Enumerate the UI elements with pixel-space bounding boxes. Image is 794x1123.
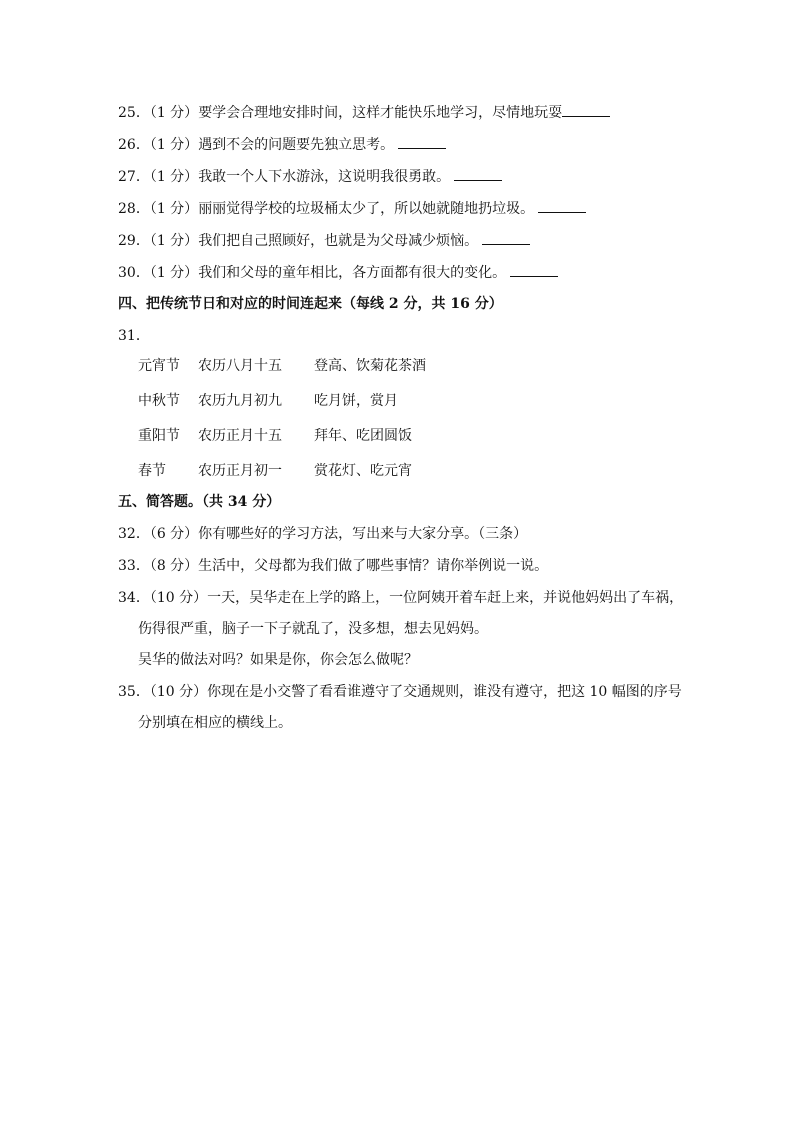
question-28: [118, 198, 586, 219]
question-29: [118, 230, 530, 251]
answer-blank[interactable]: [510, 262, 558, 277]
festival-name[interactable]: 元宵节: [138, 358, 180, 374]
question-points: （1 分）: [149, 265, 199, 281]
answer-blank[interactable]: [482, 230, 530, 245]
question-number: 28．: [118, 201, 150, 217]
question-text: 要学会合理地安排时间，这样才能快乐地学习，尽情地玩耍: [198, 105, 563, 121]
question-points: （1 分）: [149, 233, 199, 249]
answer-blank[interactable]: [562, 102, 610, 117]
question-35-line-1: 35．（10 分）你现在是小交警了看看谁遵守了交通规则，谁没有遵守，把这 10 幅图的序号: [118, 684, 682, 700]
question-number: 29．: [118, 233, 150, 249]
question-text: 我敢一个人下水游泳，这说明我很勇敢。: [198, 169, 451, 185]
question-text: 我们和父母的童年相比，各方面都有很大的变化。: [198, 265, 507, 281]
answer-blank[interactable]: [538, 198, 586, 213]
festival-name[interactable]: 春节: [138, 463, 166, 479]
question-34-line-3: 吴华的做法对吗？如果是你，你会怎么做呢？: [138, 652, 418, 668]
question-number: 30．: [118, 265, 150, 281]
question-text: 丽丽觉得学校的垃圾桶太少了，所以她就随地扔垃圾。: [198, 201, 535, 217]
question-34-line-2: 伤得很严重，脑子一下子就乱了，没多想，想去见妈妈。: [138, 621, 488, 637]
festival-date[interactable]: 农历正月十五: [198, 428, 282, 444]
question-33: 33．（8 分）生活中，父母都为我们做了哪些事情？请你举例说一说。: [118, 558, 549, 574]
question-26: [118, 134, 446, 155]
question-points: （1 分）: [149, 137, 199, 153]
question-number: 26．: [118, 137, 150, 153]
festival-custom[interactable]: 吃月饼，赏月: [314, 393, 398, 409]
question-35-line-2: 分别填在相应的横线上。: [138, 715, 292, 731]
section-4-title: 四、把传统节日和对应的时间连起来（每线 2 分，共 16 分）: [118, 296, 503, 312]
question-points: （1 分）: [149, 201, 199, 217]
question-points: （1 分）: [149, 169, 199, 185]
question-27: [118, 166, 502, 187]
festival-custom[interactable]: 赏花灯、吃元宵: [314, 463, 412, 479]
question-32: 32．（6 分）你有哪些好的学习方法，写出来与大家分享。（三条）: [118, 526, 528, 542]
festival-date[interactable]: 农历九月初九: [198, 393, 282, 409]
festival-custom[interactable]: 拜年、吃团圆饭: [314, 428, 412, 444]
festival-name[interactable]: 中秋节: [138, 393, 180, 409]
answer-blank[interactable]: [398, 134, 446, 149]
festival-custom[interactable]: 登高、饮菊花茶酒: [314, 358, 426, 374]
festival-name[interactable]: 重阳节: [138, 428, 180, 444]
question-points: （1 分）: [149, 105, 199, 121]
question-25: [118, 102, 610, 123]
question-number: 25．: [118, 105, 150, 121]
question-31-number: 31．: [118, 328, 150, 344]
section-5-title: 五、简答题。（共 34 分）: [118, 494, 281, 510]
answer-blank[interactable]: [454, 166, 502, 181]
festival-date[interactable]: 农历正月初一: [198, 463, 282, 479]
question-text: 遇到不会的问题要先独立思考。: [198, 137, 395, 153]
question-text: 我们把自己照顾好，也就是为父母减少烦恼。: [198, 233, 479, 249]
question-34-line-1: 34．（10 分）一天，吴华走在上学的路上，一位阿姨开着车赶上来，并说他妈妈出了车祸，: [118, 590, 684, 606]
festival-date[interactable]: 农历八月十五: [198, 358, 282, 374]
question-number: 27．: [118, 169, 150, 185]
question-30: [118, 262, 558, 283]
